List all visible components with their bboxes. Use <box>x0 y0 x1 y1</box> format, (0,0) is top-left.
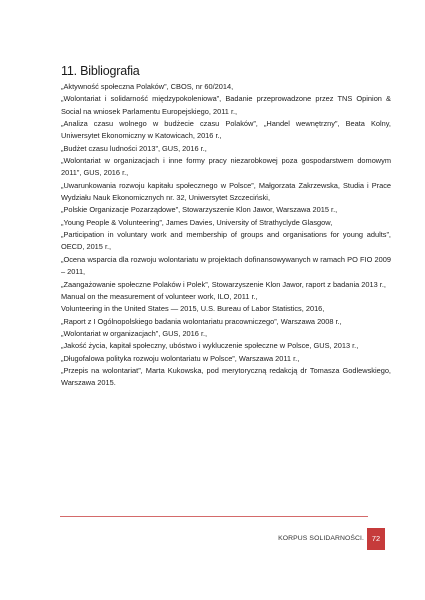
bibliography-entry: „Wolontariat w organizacjach i inne formy pracy niezarobkowej poza gospodarstwem domowym 2011”, GUS, 2016 r., <box>61 156 391 178</box>
footer-divider <box>60 516 368 517</box>
bibliography-entry: „Wolontariat i solidarność międzypokoleniowa”, Badanie przeprowadzone przez TNS Opinion & Social na wniosek Parlamentu Europejskiego, 2011 r., <box>61 94 391 116</box>
bibliography-entry: Manual on the measurement of volunteer work, ILO, 2011 r., <box>61 291 258 301</box>
section-heading: 11. Bibliografia <box>61 64 140 78</box>
bibliography-entry: „Analiza czasu wolnego w budżecie czasu Polaków”, „Handel wewnętrzny”, Beata Kolny, Uniwersytet Ekonomiczny w Katowicach, 2016 r., <box>61 119 391 141</box>
bibliography-entry: Volunteering in the United States — 2015, U.S. Bureau of Labor Statistics, 2016, <box>61 304 325 314</box>
bibliography-entry: „Raport z I Ogólnopolskiego badania wolontariatu pracowniczego”, Warszawa 2008 r., <box>61 316 342 326</box>
bibliography-entry: „Participation in voluntary work and membership of groups and organisations for young adults”, OECD, 2015 r., <box>61 230 391 252</box>
bibliography-entry: „Zaangażowanie społeczne Polaków i Polek”, Stowarzyszenie Klon Jawor, raport z badania 2013 r., <box>61 279 386 289</box>
bibliography-entry: „Aktywność społeczna Polaków”, CBOS, nr 60/2014, <box>61 82 234 91</box>
bibliography-entry: „Jakość życia, kapitał społeczny, ubóstwo i wykluczenie społeczne w Polsce, GUS, 2013 r., <box>61 341 359 351</box>
bibliography-entry: „Wolontariat w organizacjach”, GUS, 2016 r., <box>61 328 208 338</box>
bibliography-entry: „Young People & Volunteering”, James Davies, University of Strathyclyde Glasgow, <box>61 217 333 227</box>
bibliography-list <box>61 81 391 390</box>
bibliography-entry: „Długofalowa polityka rozwoju wolontariatu w Polsce”, Warszawa 2011 r., <box>61 353 300 363</box>
bibliography-entry: „Przepis na wolontariat”, Marta Kukowska, pod merytoryczną redakcją dr Tomasza Godlewskiego, Warszawa 2015. <box>61 365 391 388</box>
page-number-badge: 72 <box>367 528 385 550</box>
footer-publication-title: KORPUS SOLIDARNOŚCI. <box>278 535 364 542</box>
bibliography-entry: „Budżet czasu ludności 2013”, GUS, 2016 r., <box>61 143 207 153</box>
bibliography-entry: „Ocena wsparcia dla rozwoju wolontariatu w projektach dofinansowywanych w ramach PO FIO 2009 – 2011, <box>61 254 391 277</box>
bibliography-entry: „Uwarunkowania rozwoju kapitału społecznego w Polsce”, Małgorzata Zakrzewska, Studia i Prace Wydziału Nauk Ekonomicznych nr. 32, Uniwersytet Szczeciński, <box>61 180 391 203</box>
bibliography-entry: „Polskie Organizacje Pozarządowe”, Stowarzyszenie Klon Jawor, Warszawa 2015 r., <box>61 205 338 215</box>
